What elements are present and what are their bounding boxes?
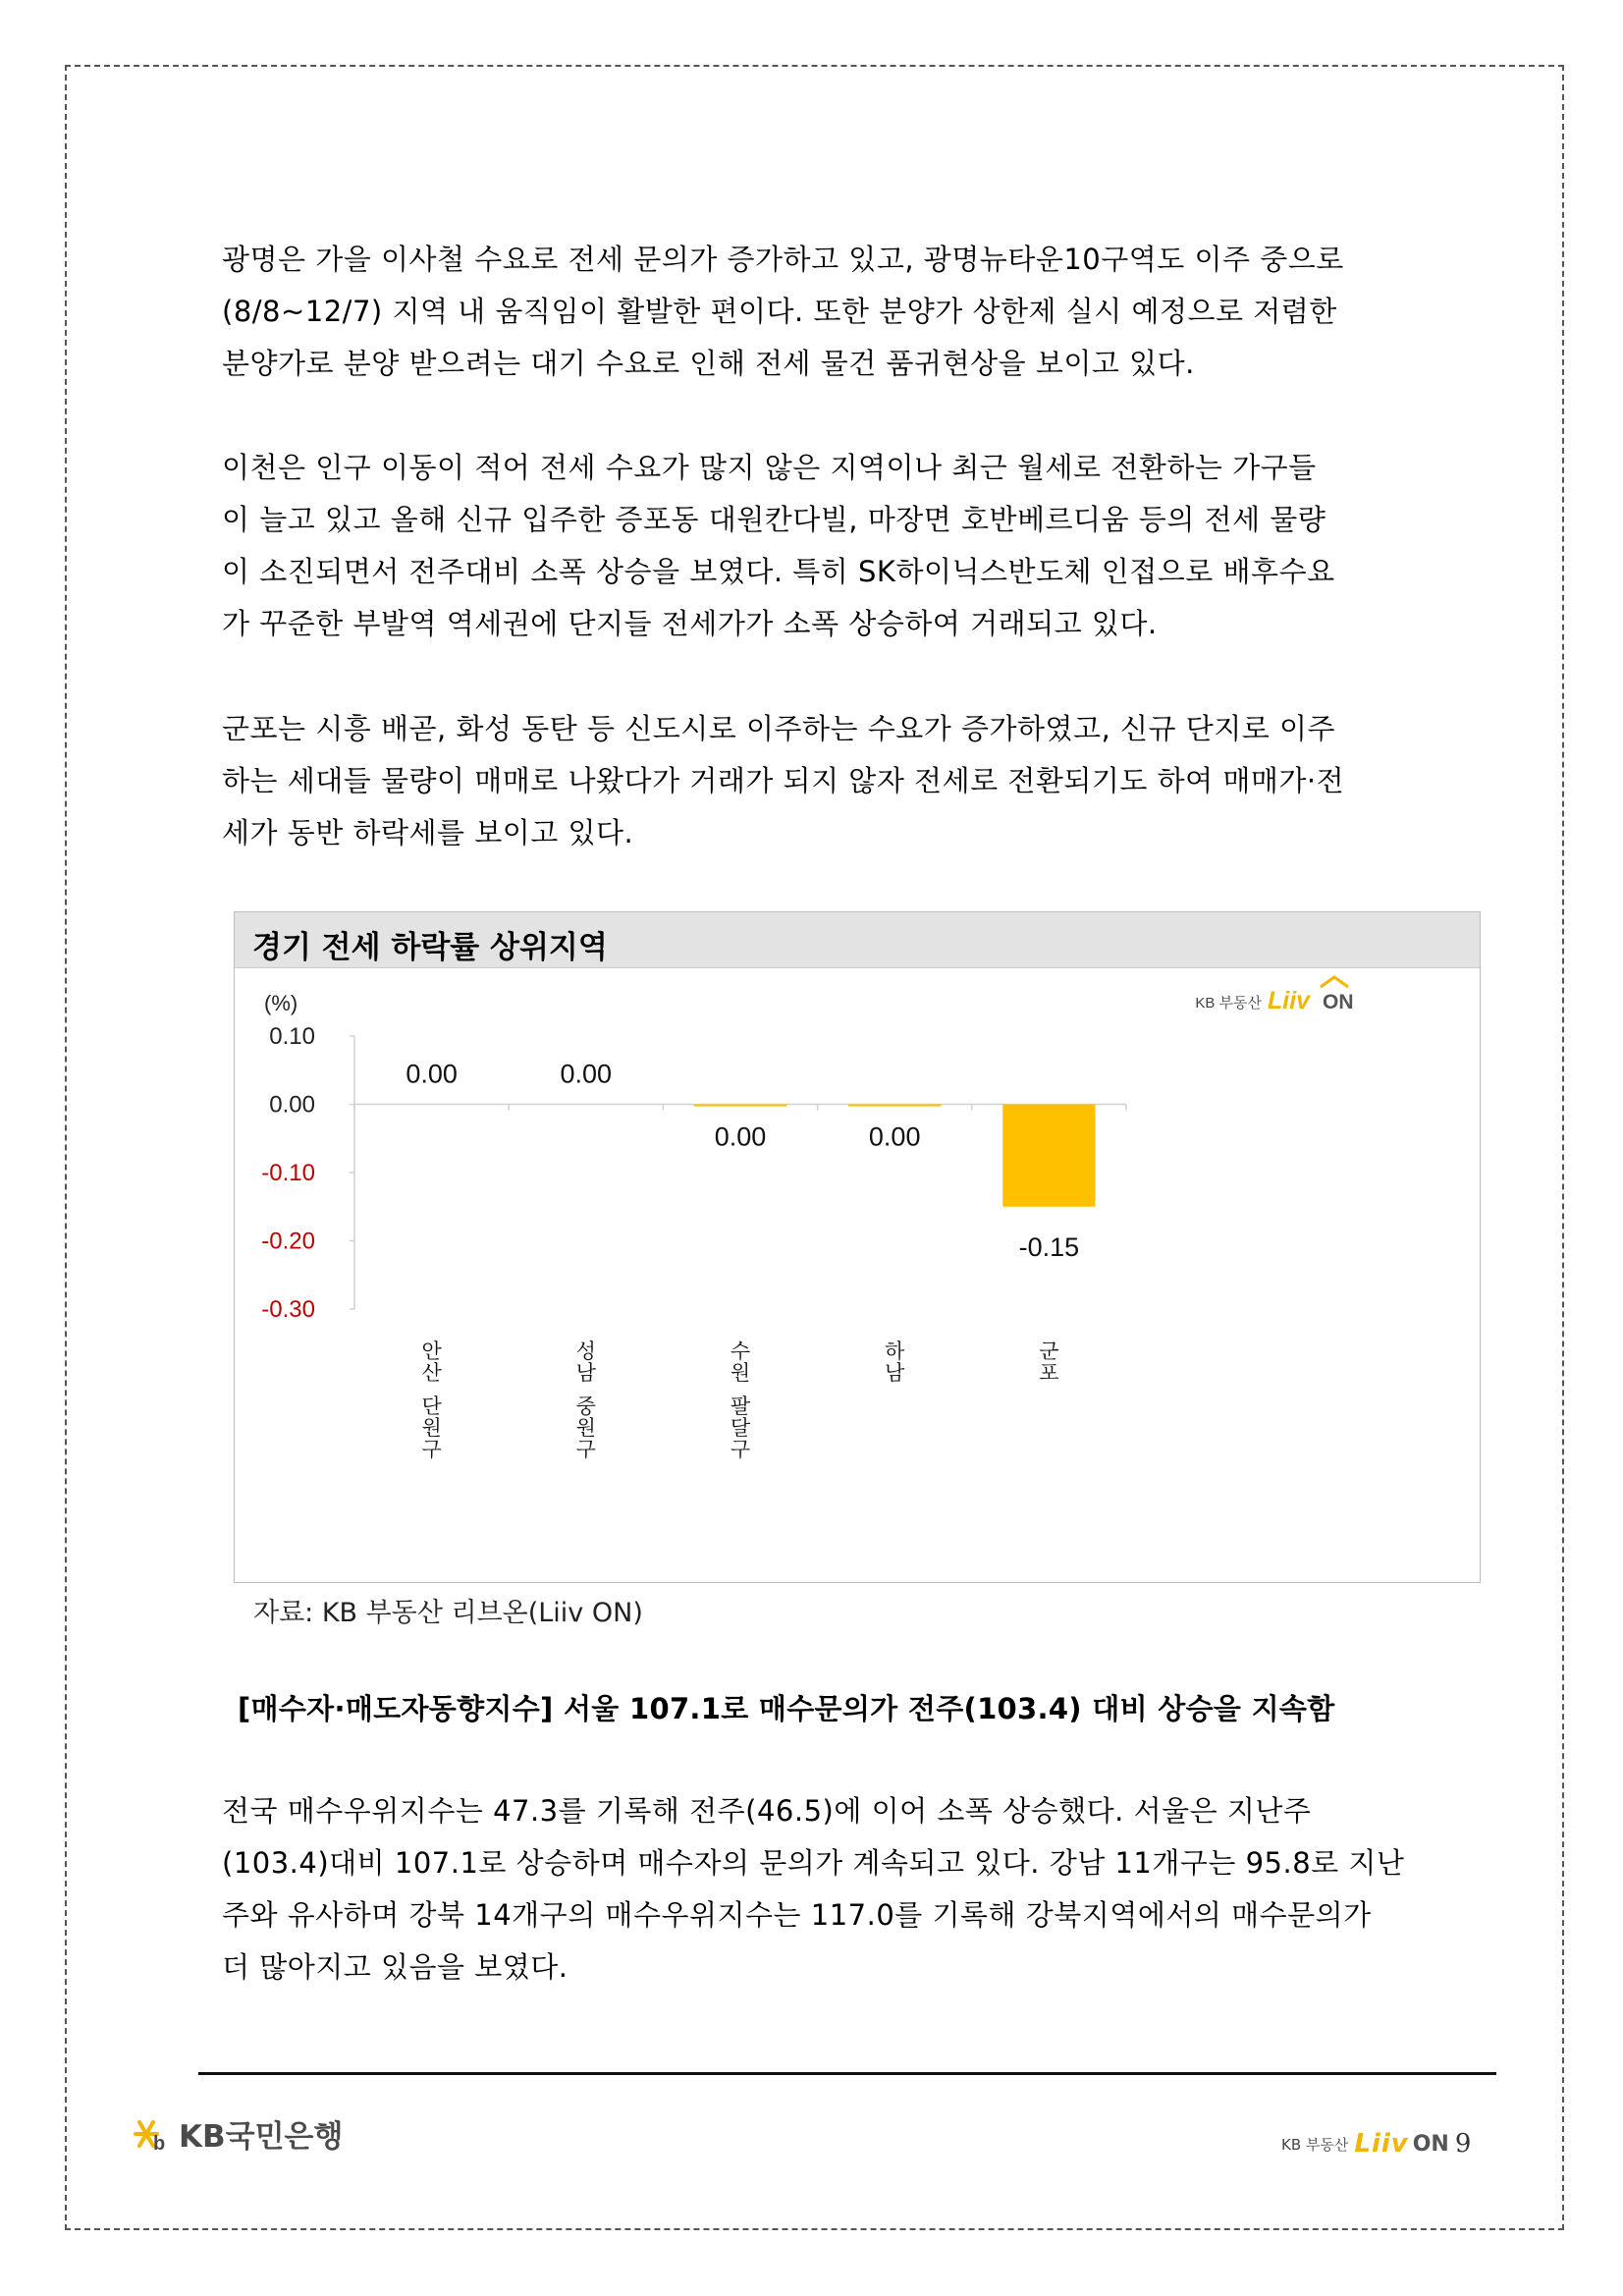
bar (1002, 1105, 1095, 1207)
chart-brand-logo (1195, 977, 1353, 1014)
text-line: 주와 유사하며 강북 14개구의 매수우위지수는 117.0를 기록해 강북지역에서의 매수문의가 (222, 1898, 1372, 1932)
paragraph-buyer-index (222, 1785, 1483, 1994)
footer-brand-on: ON (1412, 2131, 1449, 2157)
text-line: 이 늘고 있고 올해 신규 입주한 증포동 대원칸다빌, 마장면 호반베르디움 등의 전세 물량 (222, 503, 1326, 536)
data-label: -0.15 (1018, 1231, 1080, 1262)
paragraph-icheon (222, 442, 1483, 650)
text-line: 세가 동반 하락세를 보이고 있다. (222, 816, 634, 849)
y-tick-label: -0.10 (261, 1160, 315, 1186)
category-label: 군 포 (1039, 1339, 1059, 1385)
footer-brand-word: Liiv (1354, 2129, 1409, 2159)
paragraph-gwangmyeong (222, 234, 1483, 390)
y-tick-label: -0.30 (261, 1296, 315, 1323)
house-roof-icon (1321, 977, 1348, 987)
text-line: 하는 세대들 물량이 매매로 나왔다가 거래가 되지 않자 전세로 전환되기도 하여 매매가·전 (222, 764, 1345, 797)
chart-panel (234, 911, 1481, 1583)
svg-text:b: b (153, 2132, 166, 2154)
data-label: 0.00 (868, 1121, 921, 1152)
y-tick-label: -0.20 (261, 1228, 315, 1255)
data-label: 0.00 (406, 1059, 458, 1089)
bar (694, 1105, 786, 1107)
footer-brand (1281, 2129, 1471, 2159)
text-line: 가 꾸준한 부발역 역세권에 단지들 전세가가 소폭 상승하여 거래되고 있다. (222, 607, 1158, 640)
text-line: 더 많아지고 있음을 보였다. (222, 1950, 568, 1984)
text-line: 이천은 인구 이동이 적어 전세 수요가 많지 않은 지역이나 최근 월세로 전환하는 가구들 (222, 451, 1317, 484)
category-label: 안 산 단 원 구 (421, 1339, 442, 1461)
footer-brand-prefix: KB 부동산 (1281, 2135, 1349, 2154)
brand-on: ON (1323, 991, 1354, 1013)
category-label: 수 원 팔 달 구 (730, 1339, 751, 1461)
section-heading: [매수자·매도자동향지수] 서울 107.1로 매수문의가 전주(103.4) 대비 상승을 지속함 (238, 1692, 1335, 1725)
plot-area (261, 1023, 1126, 1461)
brand-word: Liiv (1268, 987, 1311, 1014)
text-line: 군포는 시흥 배곧, 화성 동탄 등 신도시로 이주하는 수요가 증가하였고, 신규 단지로 이주 (222, 712, 1336, 745)
text-line: (103.4)대비 107.1로 상승하며 매수자의 문의가 계속되고 있다. 강남 11개구는 95.8로 지난 (222, 1846, 1405, 1880)
text-line: 광명은 가을 이사철 수요로 전세 문의가 증가하고 있고, 광명뉴타운10구역도 이주 중으로 (222, 243, 1344, 276)
category-label: 하 남 (885, 1339, 905, 1385)
bar (848, 1105, 941, 1107)
kb-star-icon (128, 2114, 173, 2154)
paragraph-gunpo (222, 703, 1483, 859)
y-tick-label: 0.00 (269, 1091, 315, 1119)
brand-prefix: KB 부동산 (1195, 995, 1262, 1011)
bank-name: KB국민은행 (179, 2119, 344, 2155)
chart-source: 자료: KB 부동산 리브온(Liiv ON) (253, 1598, 643, 1628)
text-line: (8/8~12/7) 지역 내 움직임이 활발한 편이다. 또한 분양가 상한제 실시 예정으로 저렴한 (222, 295, 1337, 328)
chart-title: 경기 전세 하락률 상위지역 (252, 930, 608, 965)
y-axis-unit: (%) (264, 991, 298, 1015)
y-tick-label: 0.10 (269, 1023, 315, 1050)
bar-chart (235, 967, 1479, 1582)
text-line: 전국 매수우위지수는 47.3를 기록해 전주(46.5)에 이어 소폭 상승했다. 서울은 지난주 (222, 1794, 1312, 1828)
text-line: 분양가로 분양 받으려는 대기 수요로 인해 전세 물건 품귀현상을 보이고 있다. (222, 347, 1195, 380)
page-number: 9 (1454, 2129, 1472, 2159)
data-label: 0.00 (714, 1121, 767, 1152)
kb-bank-logo (128, 2111, 343, 2156)
category-label: 성 남 중 원 구 (575, 1339, 596, 1461)
text-line: 이 소진되면서 전주대비 소폭 상승을 보였다. 특히 SK하이닉스반도체 인접으로 배후수요 (222, 555, 1335, 588)
footer-divider (198, 2072, 1496, 2075)
data-label: 0.00 (560, 1059, 613, 1089)
chart-title-bar (235, 912, 1480, 968)
